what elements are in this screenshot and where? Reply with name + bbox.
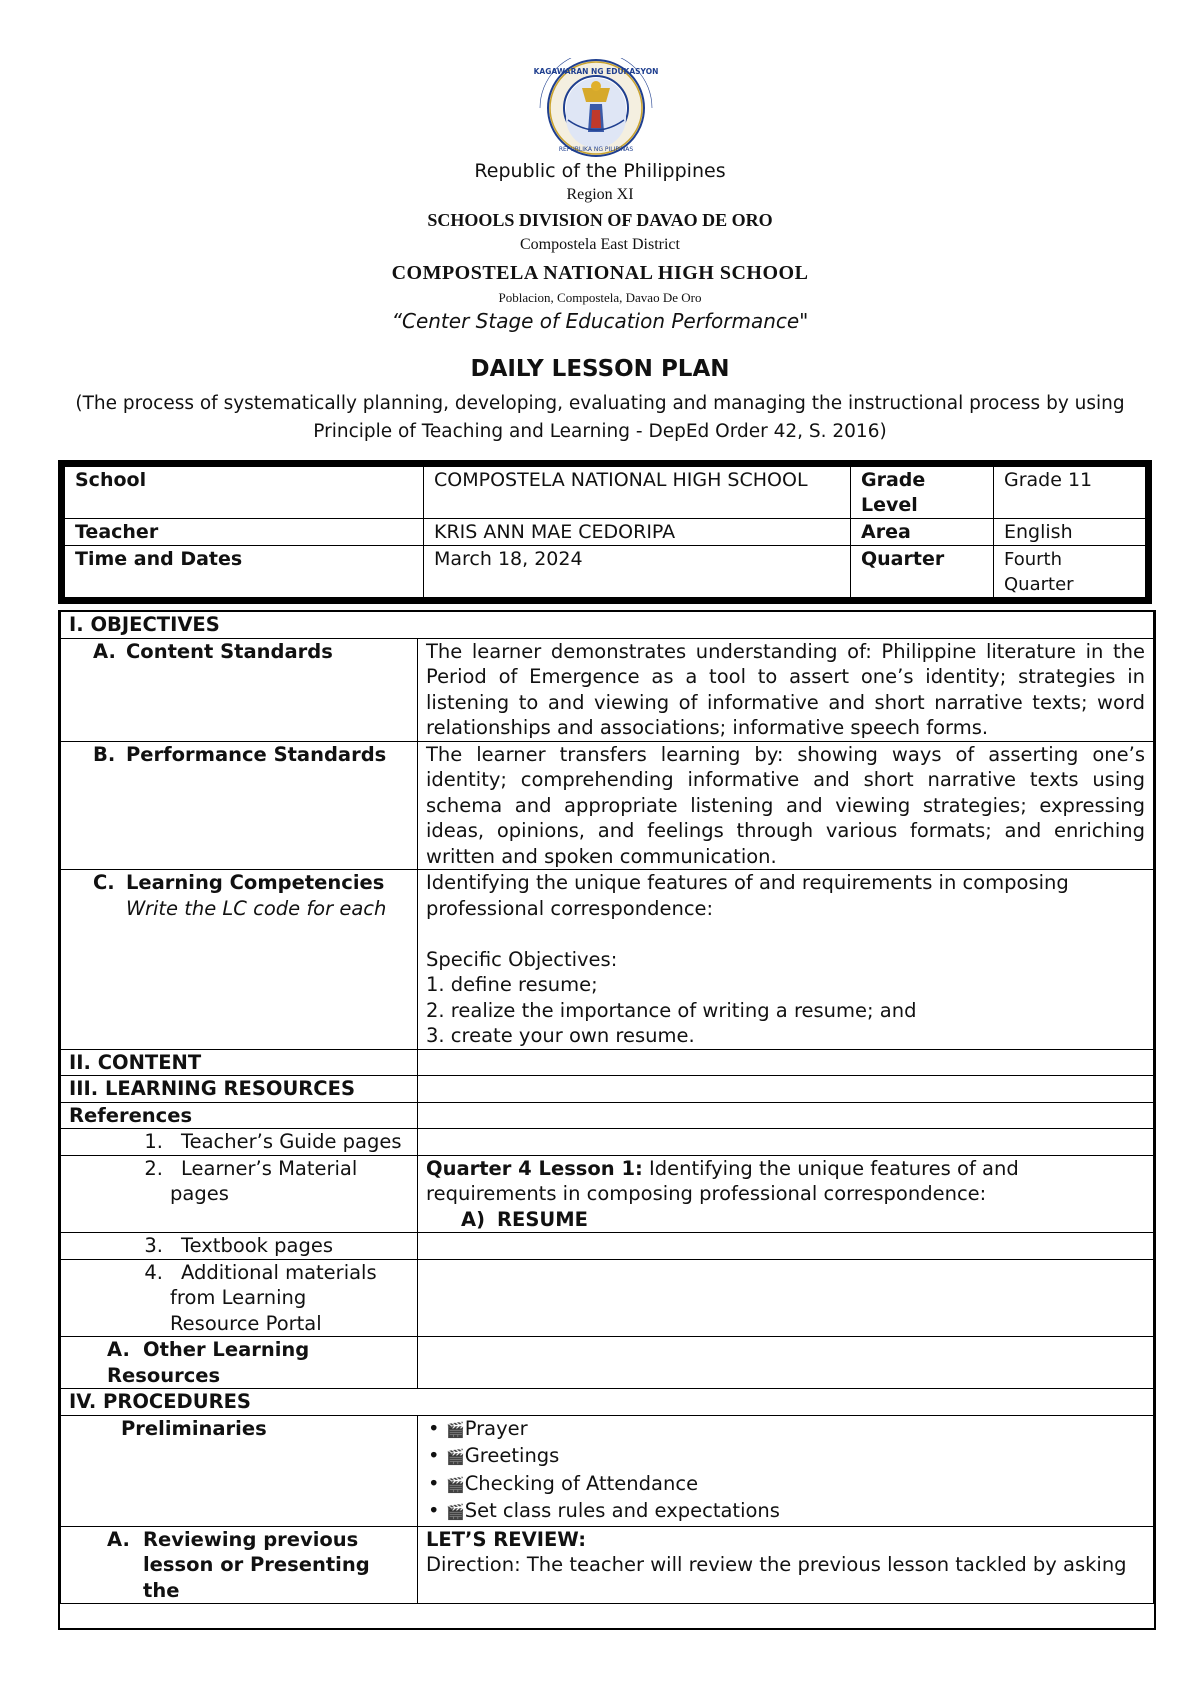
- specific-objective-3: 3. create your own resume.: [426, 1024, 695, 1047]
- specific-objective-1: 1. define resume;: [426, 973, 598, 996]
- seal-ring-text-bottom: REPUBLIKA NG PILIPINAS: [558, 146, 634, 153]
- objectives-heading: I. OBJECTIVES: [61, 611, 1154, 638]
- learning-resources-heading: III. LEARNING RESOURCES: [61, 1076, 418, 1103]
- quarter-value: Fourth Quarter: [994, 546, 1146, 598]
- area-value: English: [994, 519, 1146, 546]
- specific-objective-2: 2. realize the importance of writing a resume; and: [426, 998, 917, 1022]
- preliminaries-label: Preliminaries: [61, 1415, 418, 1526]
- lesson-plan-table: [58, 610, 1156, 1630]
- quarter-label: Quarter: [851, 546, 994, 598]
- plan-description: (The process of systematically planning, developing, evaluating and managing the instructional process by using Principle of Teaching and Learning - DepEd Order 42, S. 2016): [75, 393, 1125, 442]
- seal-ring-text-top: KAGAWARAN NG EDUKASYON: [533, 67, 659, 76]
- teacher-value: KRIS ANN MAE CEDORIPA: [424, 519, 851, 546]
- page-title: DAILY LESSON PLAN: [470, 356, 730, 382]
- preliminaries-item: • 🎬Checking of Attendance: [426, 1471, 1145, 1499]
- learning-competencies-label: C. Learning Competencies Write the LC code for each: [61, 870, 418, 1050]
- republic-line: Republic of the Philippines: [474, 160, 726, 182]
- school-name-line: COMPOSTELA NATIONAL HIGH SCHOOL: [391, 262, 809, 284]
- clapperboard-icon: 🎬: [446, 1503, 465, 1521]
- area-label: Area: [851, 519, 994, 546]
- teacher-label: Teacher: [65, 519, 424, 546]
- procedures-heading: IV. PROCEDURES: [61, 1389, 1154, 1416]
- time-dates-label: Time and Dates: [65, 546, 424, 598]
- preliminaries-item: • 🎬Set class rules and expectations: [426, 1498, 1145, 1526]
- preliminaries-list: [418, 1415, 1154, 1526]
- preliminaries-item: • 🎬Greetings: [426, 1443, 1145, 1471]
- lc-text: Identifying the unique features of and requirements in composing professional correspondence:: [426, 871, 1069, 920]
- clapperboard-icon: 🎬: [446, 1475, 465, 1494]
- school-value: COMPOSTELA NATIONAL HIGH SCHOOL: [424, 467, 851, 519]
- ref-teachers-guide: 1. Teacher’s Guide pages: [61, 1129, 418, 1156]
- clapperboard-icon: 🎬: [446, 1420, 465, 1439]
- grade-level-label: Grade Level: [851, 467, 994, 519]
- performance-standards-text: The learner transfers learning by: showing ways of asserting one’s identity; comprehending informative and short narrative texts using schema and appropriate listening and viewing strategies; expressing ideas, opinions, and feelings through various formats; and enriching written and spoken communication.: [418, 741, 1154, 870]
- clapperboard-icon: 🎬: [446, 1448, 465, 1466]
- school-label: School: [65, 467, 424, 519]
- ref-textbook: 3. Textbook pages: [61, 1233, 418, 1260]
- other-resources-label: A. Other Learning Resources: [61, 1337, 418, 1389]
- time-dates-value: March 18, 2024: [424, 546, 851, 598]
- performance-standards-label: B. Performance Standards: [61, 741, 418, 870]
- lc-code-note: Write the LC code for each: [126, 896, 387, 920]
- reviewing-label: A. Reviewing previous lesson or Presenting the: [61, 1526, 418, 1604]
- deped-seal-logo: [532, 58, 660, 158]
- district-line: Compostela East District: [520, 236, 680, 253]
- address-line: Poblacion, Compostela, Davao De Oro: [498, 290, 702, 305]
- content-heading: II. CONTENT: [61, 1049, 418, 1076]
- content-standards-text: The learner demonstrates understanding of: Philippine literature in the Period of Emergence as a tool to assert one’s identity; strategies in listening to and viewing of informative and short narrative texts; word relationships and associations; informative speech forms.: [418, 638, 1154, 741]
- preliminaries-item: • 🎬Prayer: [426, 1416, 1145, 1444]
- content-standards-label: A. Content Standards: [61, 638, 418, 741]
- school-motto: “Center Stage of Education Performance": [391, 309, 809, 333]
- reviewing-value: LET’S REVIEW: Direction: The teacher will review the previous lesson tackled by asking: [418, 1526, 1154, 1604]
- grade-level-value: Grade 11: [994, 467, 1146, 519]
- region-line: Region XI: [566, 186, 634, 203]
- ref-additional-materials: 4. Additional materials from Learning Resource Portal: [61, 1259, 418, 1337]
- lesson-info-table: [58, 460, 1152, 604]
- learning-competencies-value: [418, 870, 1154, 1050]
- ref-learners-material: 2. Learner’s Material pages: [61, 1155, 418, 1233]
- references-heading: References: [61, 1102, 418, 1129]
- division-line: SCHOOLS DIVISION OF DAVAO DE ORO: [427, 210, 773, 230]
- learners-material-value: Quarter 4 Lesson 1: Identifying the unique features of and requirements in composing professional correspondence: A) RESUME: [418, 1155, 1154, 1233]
- specific-objectives-title: Specific Objectives:: [426, 947, 618, 971]
